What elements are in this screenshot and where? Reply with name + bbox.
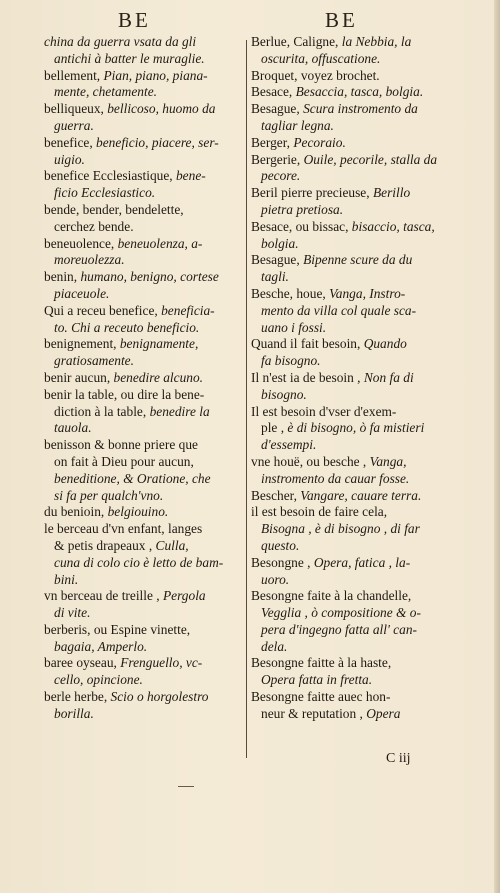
italian-gloss: Non fa di [363, 369, 414, 385]
entry-line [251, 689, 463, 706]
italian-gloss: pera d'ingegno fatta all' can- [261, 621, 417, 637]
italian-gloss: bene- [175, 168, 206, 184]
italian-gloss: Opera, fatica , la- [313, 554, 411, 570]
french-headword: vn berceau de treille , [44, 588, 163, 604]
entry-line [251, 320, 463, 337]
entry-line [251, 286, 463, 303]
entry-line [251, 454, 463, 471]
french-headword: benefice, [44, 134, 97, 150]
french-headword: neur & reputation , [261, 705, 367, 721]
entry-line [44, 639, 254, 656]
entry-line [251, 605, 463, 622]
dictionary-entry [44, 521, 254, 588]
italian-gloss: tagli. [261, 269, 289, 285]
italian-gloss: uigio. [54, 151, 85, 167]
italian-gloss: Vanga, [369, 453, 407, 469]
italian-gloss: Opera [366, 705, 401, 721]
dictionary-entry [44, 655, 254, 689]
italian-gloss: piaceuole. [54, 285, 110, 301]
italian-gloss: cuna di colo cio è letto de bam- [54, 554, 224, 570]
entry-line [251, 504, 463, 521]
dictionary-entry [44, 336, 254, 370]
italian-gloss: guerra. [54, 117, 94, 133]
running-head-left: BE [118, 8, 151, 32]
signature-mark: C iij [386, 751, 411, 766]
dictionary-entry [251, 152, 463, 186]
entry-line [44, 219, 254, 236]
entry-line [251, 118, 463, 135]
italian-gloss: to. Chi a receuto beneficio. [54, 319, 200, 335]
french-headword: & petis drapeaux , [54, 537, 156, 553]
entry-line [251, 135, 463, 152]
entry-line [44, 118, 254, 135]
italian-gloss: benignamente, [119, 336, 199, 352]
italian-gloss: Pecoraio. [293, 134, 346, 150]
french-headword: benignement, [44, 336, 120, 352]
column-left [44, 34, 254, 723]
italian-gloss: Vangare, cauare terra. [300, 487, 422, 503]
entry-line [251, 588, 463, 605]
italian-gloss: humano, benigno, cortese [80, 269, 219, 285]
entry-line [251, 202, 463, 219]
french-headword: Besongne , [251, 554, 314, 570]
entry-line [251, 538, 463, 555]
dictionary-entry [44, 387, 254, 437]
italian-gloss: pietra pretiosa. [261, 201, 344, 217]
french-headword: benin, [44, 269, 81, 285]
french-headword: Il est besoin d'vser d'exem- [251, 403, 397, 419]
entry-line [251, 471, 463, 488]
italian-gloss: beneditione, & Oratione, che [54, 470, 211, 486]
entry-line [251, 252, 463, 269]
french-headword: Besche, houe, [251, 285, 330, 301]
dictionary-entry [251, 286, 463, 336]
dictionary-entry [44, 236, 254, 270]
dictionary-entry [251, 68, 463, 85]
italian-gloss: Bipenne scure da du [303, 252, 413, 268]
italian-gloss: bisaccio, tasca, [351, 218, 435, 234]
italian-gloss: bisogno. [261, 386, 307, 402]
french-headword: benisson & bonne priere que [44, 437, 198, 453]
italian-gloss: pecore. [261, 168, 301, 184]
italian-gloss: d'essempi. [261, 437, 317, 453]
entry-line [251, 706, 463, 723]
french-headword: Berger, [251, 134, 294, 150]
entry-line [251, 84, 463, 101]
italian-gloss: Ouile, pecorile, stalla da [303, 151, 438, 167]
dictionary-entry [251, 404, 463, 454]
italian-gloss: beneficia- [161, 302, 215, 318]
entry-line [44, 555, 254, 572]
french-headword: Besongne faite à la chandelle, [251, 588, 412, 604]
french-headword: belliqueux, [44, 101, 108, 117]
french-headword: bende, bender, bendelette, [44, 201, 184, 217]
dictionary-entry [251, 219, 463, 253]
italian-gloss: Opera fatta in fretta. [261, 672, 373, 688]
french-headword: Besace, [251, 84, 296, 100]
french-headword: Qui a receu benefice, [44, 302, 162, 318]
entry-line [44, 152, 254, 169]
page-edge [494, 0, 500, 893]
entry-line [44, 454, 254, 471]
dictionary-entry [251, 504, 463, 554]
french-headword: Beril pierre precieuse, [251, 185, 373, 201]
italian-gloss: di vite. [54, 605, 91, 621]
entry-line [251, 336, 463, 353]
dictionary-entry [251, 101, 463, 135]
italian-gloss: Culla, [155, 537, 189, 553]
entry-line [44, 706, 254, 723]
italian-gloss: beneuolenza, a- [117, 235, 203, 251]
italian-gloss: benedire la [149, 403, 210, 419]
dictionary-entry [44, 504, 254, 521]
entry-line [251, 185, 463, 202]
italian-gloss: Scio o horgolestro [110, 689, 209, 705]
entry-line [44, 84, 254, 101]
italian-gloss: Pian, piano, piana- [103, 67, 208, 83]
entry-line [44, 404, 254, 421]
entry-line [44, 202, 254, 219]
dictionary-entry [251, 84, 463, 101]
italian-gloss: Berillo [372, 185, 411, 201]
french-headword: Berlue, Caligne, [251, 34, 342, 49]
entry-line [44, 336, 254, 353]
italian-gloss: belgiouino. [107, 504, 169, 520]
entry-line [44, 252, 254, 269]
french-headword: berle herbe, [44, 689, 111, 705]
italian-gloss: dela. [261, 638, 288, 654]
italian-gloss: Besaccia, tasca, bolgia. [295, 84, 424, 100]
italian-gloss: ficio Ecclesiastico. [54, 185, 156, 201]
entry-line [44, 303, 254, 320]
entry-line [251, 152, 463, 169]
italian-gloss: è di bisogno, ò fa mistieri [287, 420, 425, 436]
entry-line [251, 572, 463, 589]
entry-line [44, 370, 254, 387]
italian-gloss: Quando [363, 336, 407, 352]
french-headword: Broquet, voyez brochet. [251, 67, 380, 83]
entry-line [44, 353, 254, 370]
entry-line [251, 370, 463, 387]
dictionary-entry [251, 655, 463, 689]
entry-line [44, 471, 254, 488]
dictionary-entry [251, 34, 463, 68]
french-headword: baree oyseau, [44, 655, 121, 671]
french-headword: Besongne faitte à la haste, [251, 655, 392, 671]
italian-gloss: gratiosamente. [54, 353, 134, 369]
italian-gloss: tauola. [54, 420, 92, 436]
entry-line [44, 168, 254, 185]
entry-line [44, 521, 254, 538]
entry-line [251, 387, 463, 404]
dictionary-entry [44, 68, 254, 102]
italian-gloss: Frenguello, vc- [120, 655, 203, 671]
french-headword: ple , [261, 420, 288, 436]
french-headword: cerchez bende. [54, 218, 134, 234]
entry-line [251, 672, 463, 689]
entry-line [251, 555, 463, 572]
italian-gloss: uano i fossi. [261, 319, 327, 335]
entry-line [44, 236, 254, 253]
dictionary-entry [44, 588, 254, 622]
entry-line [44, 488, 254, 505]
entry-line [44, 101, 254, 118]
italian-gloss: Pergola [162, 588, 206, 604]
dictionary-entry [44, 437, 254, 504]
dictionary-entry [251, 689, 463, 723]
entry-line [251, 420, 463, 437]
entry-line [251, 101, 463, 118]
entry-line [251, 51, 463, 68]
french-headword: berberis, ou Espine vinette, [44, 621, 191, 637]
italian-gloss: Bisogna , è di bisogno , di far [261, 521, 420, 537]
french-headword: Il n'est ia de besoin , [251, 369, 364, 385]
entry-line [44, 269, 254, 286]
italian-gloss: cello, opincione. [54, 672, 143, 688]
dictionary-entry [44, 269, 254, 303]
french-headword: bellement, [44, 67, 104, 83]
italian-gloss: benedire alcuno. [113, 369, 204, 385]
entry-line [44, 622, 254, 639]
dictionary-entry [251, 488, 463, 505]
entry-line [251, 269, 463, 286]
italian-gloss: moreuolezza. [54, 252, 125, 268]
entry-line [44, 34, 254, 51]
entry-line [251, 236, 463, 253]
italian-gloss: bagaia, Amperlo. [54, 638, 148, 654]
french-headword: benefice Ecclesiastique, [44, 168, 176, 184]
dictionary-entry [251, 454, 463, 488]
french-headword: le berceau d'vn enfant, langes [44, 521, 203, 537]
entry-line [251, 34, 463, 51]
dictionary-entry [251, 252, 463, 286]
dictionary-entry [251, 336, 463, 370]
italian-gloss: instromento da cauar fosse. [261, 470, 410, 486]
entry-line [251, 219, 463, 236]
entry-line [44, 135, 254, 152]
italian-gloss: la Nebbia, la [341, 34, 412, 49]
dictionary-entry [44, 135, 254, 169]
french-headword: Besague, [251, 101, 304, 117]
french-headword: benir la table, ou dire la bene- [44, 386, 205, 402]
french-headword: Besace, ou bissac, [251, 218, 352, 234]
dictionary-entry [251, 135, 463, 152]
french-headword: Quand il fait besoin, [251, 336, 364, 352]
entry-line [44, 286, 254, 303]
entry-line [251, 68, 463, 85]
entry-line [44, 572, 254, 589]
entry-line [44, 504, 254, 521]
entry-line [251, 639, 463, 656]
french-headword: Besague, [251, 252, 304, 268]
dictionary-entry [44, 622, 254, 656]
french-headword: du benioin, [44, 504, 108, 520]
entry-line [251, 521, 463, 538]
french-headword: diction à la table, [54, 403, 150, 419]
italian-gloss: questo. [261, 537, 300, 553]
dictionary-entry [44, 370, 254, 387]
entry-line [251, 353, 463, 370]
italian-gloss: mente, chetamente. [54, 84, 157, 100]
italian-gloss: Scura instromento da [303, 101, 418, 117]
italian-gloss: bolgia. [261, 235, 299, 251]
entry-line [44, 689, 254, 706]
footer-dash [178, 786, 194, 787]
dictionary-entry [251, 588, 463, 655]
italian-gloss: china da guerra vsata da gli [44, 34, 197, 49]
italian-gloss: antichi à batter le muraglie. [54, 50, 205, 66]
dictionary-entry [44, 34, 254, 68]
italian-gloss: bini. [54, 571, 79, 587]
italian-gloss: beneficio, piacere, ser- [96, 134, 219, 150]
italian-gloss: fa bisogno. [261, 353, 321, 369]
entry-line [251, 655, 463, 672]
column-right [251, 34, 463, 723]
italian-gloss: oscurita, offuscatione. [261, 50, 381, 66]
entry-line [44, 320, 254, 337]
italian-gloss: bellicoso, huomo da [107, 101, 216, 117]
italian-gloss: tagliar legna. [261, 117, 334, 133]
french-headword: benir aucun, [44, 369, 114, 385]
running-head-right: BE [325, 8, 358, 32]
dictionary-entry [44, 202, 254, 236]
dictionary-entry [44, 168, 254, 202]
french-headword: Bergerie, [251, 151, 304, 167]
italian-gloss: Vanga, Instro- [329, 285, 406, 301]
entry-line [44, 588, 254, 605]
italian-gloss: si fa per qualch'vno. [54, 487, 164, 503]
entry-line [44, 538, 254, 555]
entry-line [44, 387, 254, 404]
french-headword: il est besoin de faire cela, [251, 504, 388, 520]
dictionary-entry [251, 185, 463, 219]
dictionary-entry [251, 555, 463, 589]
entry-line [251, 303, 463, 320]
italian-gloss: Vegglia , ò compositione & o- [261, 605, 421, 621]
entry-line [44, 68, 254, 85]
french-headword: beneuolence, [44, 235, 118, 251]
entry-line [251, 488, 463, 505]
french-headword: vne houë, ou besche , [251, 453, 370, 469]
french-headword: Besongne faitte auec hon- [251, 689, 391, 705]
entry-line [251, 404, 463, 421]
french-headword: on fait à Dieu pour aucun, [54, 453, 194, 469]
entry-line [44, 437, 254, 454]
italian-gloss: mento da villa col quale sca- [261, 302, 417, 318]
entry-line [251, 622, 463, 639]
entry-line [251, 168, 463, 185]
entry-line [44, 185, 254, 202]
dictionary-entry [44, 101, 254, 135]
entry-line [44, 51, 254, 68]
entry-line [44, 420, 254, 437]
entry-line [44, 655, 254, 672]
entry-line [251, 437, 463, 454]
french-headword: Bescher, [251, 487, 301, 503]
dictionary-entry [44, 689, 254, 723]
entry-line [44, 672, 254, 689]
italian-gloss: borilla. [54, 705, 94, 721]
dictionary-entry [251, 370, 463, 404]
dictionary-entry [44, 303, 254, 337]
entry-line [44, 605, 254, 622]
italian-gloss: uoro. [261, 571, 290, 587]
